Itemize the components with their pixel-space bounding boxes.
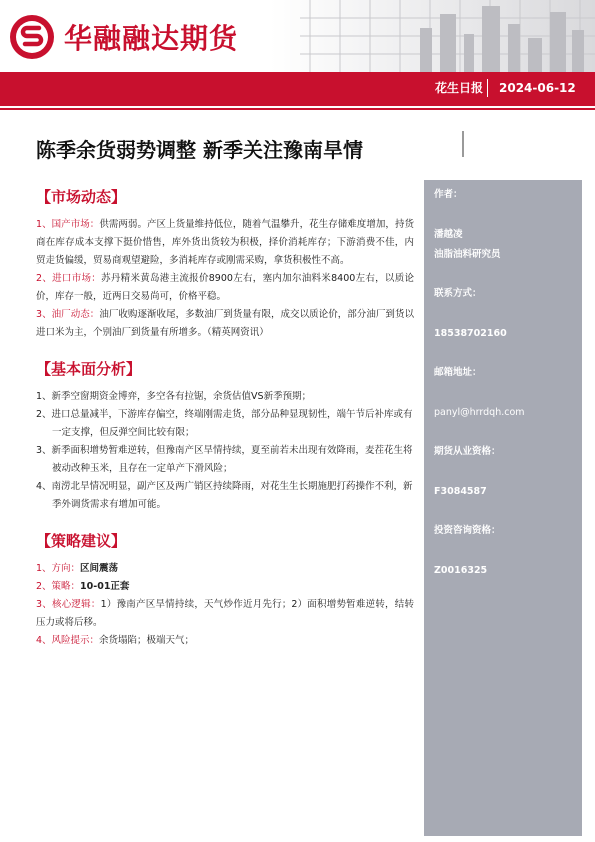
- market-item-text: 苏丹精米黄岛港主流报价8900左右，塞内加尔油料米8400左右，以质论价，库存一般，近两日交易尚可，价格平稳。: [36, 273, 415, 302]
- author-dept: 油脂油料研究员: [434, 249, 501, 260]
- author-sidebar: [424, 180, 582, 836]
- futures-cert-label: 期货从业资格：: [434, 446, 501, 457]
- market-item-domestic: [36, 216, 414, 270]
- section-market: [36, 186, 414, 342]
- market-item-label: 3、油厂动态：: [36, 309, 100, 320]
- fundamental-item: 4、南涝北旱情况明显，副产区及两广销区持续降雨，对花生生长期施肥打药操作不利，新季外调货需求有增加可能。: [36, 481, 413, 510]
- section-strategy: [36, 530, 414, 650]
- strategy-item-label: 2、策略：: [36, 581, 81, 592]
- strategy-item-value: 余货塌陷；极端天气；: [99, 635, 195, 646]
- fundamental-item: 2、进口总量减半，下游库存偏空，终端刚需走货，部分品种显现韧性，端午节后补库或有一定支撑，但反弹空间比较有限；: [36, 409, 413, 438]
- company-logo: [8, 12, 238, 62]
- header-divider: [487, 79, 488, 97]
- main-content: [36, 186, 414, 666]
- section-heading-market: 【市场动态】: [36, 188, 127, 206]
- strategy-item-risk: [36, 632, 414, 650]
- contact-email[interactable]: panyl@hrrdqh.com: [434, 407, 525, 418]
- report-title: 陈季余货弱势调整 新季关注豫南旱情: [36, 138, 363, 162]
- fundamental-item: 1、新季空窗期资金博弈，多空各有拉锯，余货估值VS新季预期；: [36, 391, 312, 402]
- consult-cert-number: Z0016325: [434, 565, 488, 576]
- header-band-underline: [0, 108, 595, 110]
- market-item-import: [36, 270, 414, 306]
- market-item-label: 2、进口市场：: [36, 273, 102, 284]
- email-label: 邮箱地址：: [434, 367, 482, 378]
- consult-cert-label: 投资咨询资格：: [434, 525, 501, 536]
- strategy-item-logic: [36, 596, 414, 632]
- section-fundamental: [36, 358, 414, 514]
- fundamental-item: 3、新季面积增势暂难逆转，但豫南产区旱情持续，夏至前若未出现有效降雨，麦茬花生将被动改种玉米，且存在一定单产下滑风险；: [36, 445, 413, 474]
- report-type: 花生日报: [434, 81, 483, 95]
- report-date: 2024-06-12: [499, 81, 576, 95]
- strategy-item-value: 区间震荡: [80, 563, 119, 574]
- strategy-item-direction: [36, 560, 414, 578]
- contact-label: 联系方式：: [434, 288, 482, 299]
- strategy-item-label: 1、方向：: [36, 563, 81, 574]
- author-label: 作者：: [434, 189, 463, 200]
- author-name: 潘越凌: [434, 229, 463, 240]
- title-accent-bar: [462, 131, 464, 157]
- header-top: [0, 0, 595, 72]
- company-logo-icon: [8, 13, 56, 61]
- strategy-item-value: 10-01正套: [80, 581, 130, 592]
- market-item-oil-mill: [36, 306, 414, 342]
- strategy-item-label: 3、核心逻辑：: [36, 599, 101, 610]
- futures-cert-number: F3084587: [434, 486, 487, 497]
- market-item-text: 供需两弱。产区上货量维持低位，随着气温攀升，花生存储难度增加，持货商在库存成本支撑下挺价惜售，库外货出货较为积极，择价消耗库存；下游消费不佳，内贸走货偏缓，贸易商观望避险，多消耗库存或刚需采购，拿货积极性不高。: [36, 219, 414, 266]
- header-decoration: [270, 0, 595, 72]
- strategy-item-strategy: [36, 578, 414, 596]
- strategy-item-label: 4、风险提示：: [36, 635, 100, 646]
- market-item-text: 油厂收购逐渐收尾，多数油厂到货量有限，成交以质论价，部分油厂到货以进口米为主，个别油厂到货量有所增多。（精英网资讯）: [36, 309, 414, 338]
- market-item-label: 1、国产市场：: [36, 219, 100, 230]
- contact-phone: 18538702160: [434, 328, 507, 339]
- company-name: 华融融达期货: [64, 22, 239, 55]
- strategy-item-value: 1）豫南产区旱情持续，天气炒作近月先行；2）面积增势暂难逆转，结转压力或将后移。: [36, 599, 415, 628]
- section-heading-fundamental: 【基本面分析】: [36, 360, 142, 378]
- section-heading-strategy: 【策略建议】: [36, 532, 127, 550]
